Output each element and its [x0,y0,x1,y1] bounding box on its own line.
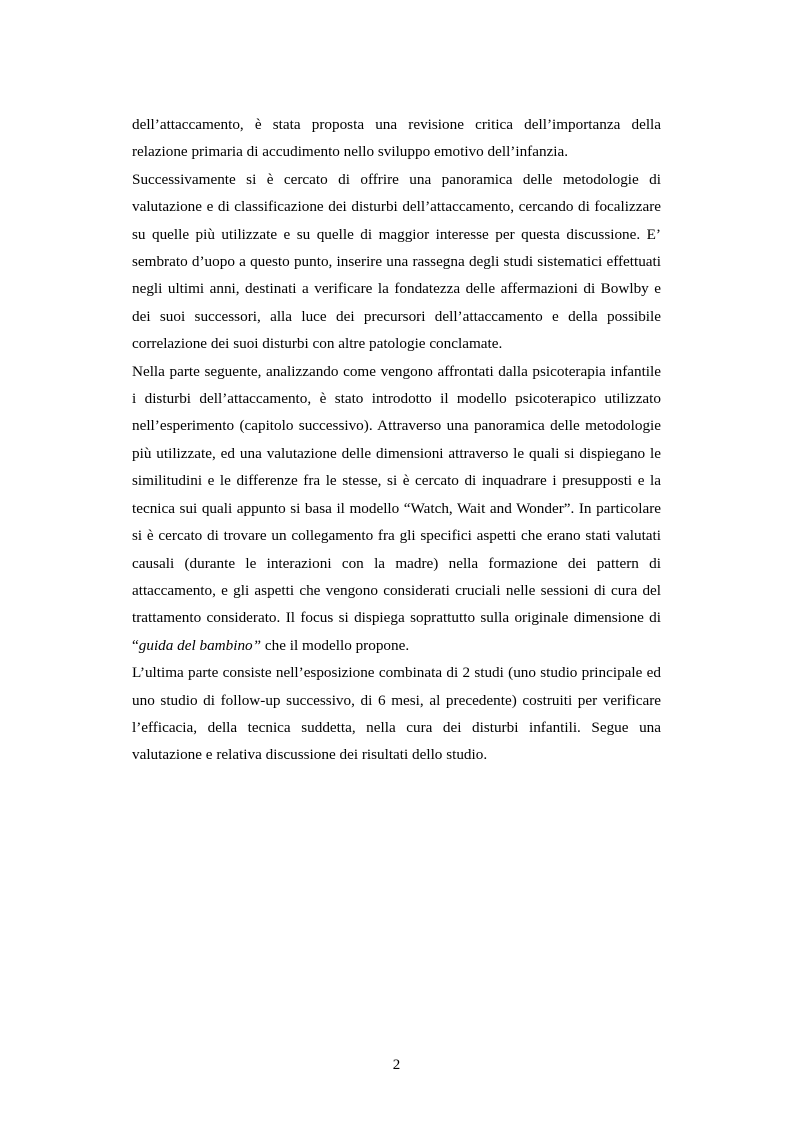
paragraph-4: L’ultima parte consiste nell’esposizione combinata di 2 studi (uno studio principale ed uno studio di follow-up successivo, di 6 mesi, al precedente) costruiti per verificare l’efficacia, della tecnica suddetta, nella cura dei disturbi infantili. Segue una valutazione e relativa discussione dei risultati dello studio. [132,664,661,764]
paragraph-1: dell’attaccamento, è stata proposta una revisione critica dell’importanza della relazione primaria di accudimento nello sviluppo emotivo dell’infanzia. [132,116,661,161]
paragraph-3-emphasis: guida del bambino” [138,636,262,654]
paragraph-2: Successivamente si è cercato di offrire una panoramica delle metodologie di valutazione e di classificazione dei disturbi dell’attaccamento, cercando di focalizzare su quelle più utilizzate e su quelle di maggior interesse per questa discussione. E’ sembrato d’uopo a questo punto, inserire una rassegna degli studi sistematici effettuati negli ultimi anni, destinati a verificare la fondatezza delle affermazioni di Bowlby e dei suoi successori, alla luce dei precursori dell’attaccamento e della possibile correlazione dei suoi disturbi con altre patologie conclamate. [132,170,661,353]
body-text [132,111,661,769]
paragraph-3-text-start: Nella parte seguente, analizzando come vengono affrontati dalla psicoterapia infantile i disturbi dell’attaccamento, è stato introdotto il modello psicoterapico utilizzato nell’esperimento (capitolo successivo). Attraverso una panoramica delle metodologie più utilizzate, ed una valutazione delle dimensioni attraverso le quali si dispiegano le similitudini e le differenze fra le stesse, si è cercato di inquadrare i presupposti e la tecnica sui quali appunto si basa il modello “Watch, Wait and Wonder”. In particolare si è cercato di trovare un collegamento fra gli specifici aspetti che erano stati valutati causali (durante le interazioni con la madre) nella formazione dei pattern di attaccamento, e gli aspetti che vengono considerati cruciali nelle sessioni di cura del trattamento considerato. Il focus si dispiega soprattutto sulla originale dimensione di “ [132,362,661,654]
page-number: 2 [392,1057,401,1073]
paragraph-3 [132,358,661,659]
paragraph-3-text-end: che il modello propone. [261,636,410,654]
